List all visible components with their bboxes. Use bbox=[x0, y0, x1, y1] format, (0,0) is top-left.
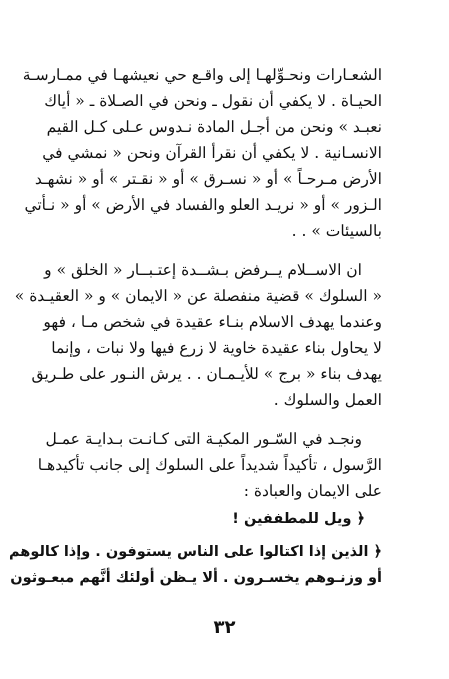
text-line: « السلوك » قضية منفصلة عن « الايمان » و « العقيـدة » bbox=[14, 287, 382, 305]
text-line: العمل والسلوك . bbox=[273, 391, 382, 409]
page-number: ٣٢ bbox=[213, 617, 236, 638]
verse-line: أو وزنـوهم يخسـرون . ألا يـظن أولئك أنَّهم مبعـوثون bbox=[10, 570, 382, 586]
text-line: ونجـد في السّـور المكيـة التى كـانـت بـدايـة عمـل bbox=[45, 430, 362, 448]
text-line: يهدف بناء « برج » للأيـمـان . . يرش النـور على طـريق bbox=[31, 365, 382, 383]
text-line: الـزور » أو « نريـد العلو والفساد في الأرض » أو « نـأتي bbox=[24, 196, 382, 214]
text-line: الشعـارات ونحـوِّلهـا إلى واقـع حي نعيشهـا في ممـارسـة bbox=[22, 66, 382, 84]
text-line: وعندما يهدف الاسلام بنـاء عقيدة في شخص مـا ، فهو bbox=[43, 313, 382, 331]
text-line: الحيـاة . لا يكفي أن نقول ـ ونحن في الصـلاة ـ « أياك bbox=[44, 92, 382, 110]
text-line: على الايمان والعبادة : bbox=[243, 482, 382, 500]
text-line: بالسيئات » . . bbox=[291, 222, 382, 240]
text-line: الرَّسول ، تأكيداً شديداً على السلوك إلى جانب تأكيدهـا bbox=[37, 456, 382, 474]
text-line: الانسـانية . لا يكفي أن نقرأ القرآن ونحن « نمشي في bbox=[42, 144, 382, 162]
verse-line: ﴿ الذين إذا اكتالوا على الناس يستوفون . وإذا كالوهم bbox=[8, 544, 382, 560]
text-line: نعبـد » ونحن من أجـل المادة نـدوس عـلى كـل القيم bbox=[46, 118, 382, 136]
text-line: لا يحاول بناء عقيدة خاوية لا زرع فيها ولا نبات ، وإنما bbox=[51, 339, 382, 357]
text-line: الأرض مـرحـاً » أو « نسـرق » أو « نقـتر » أو « نشهـد bbox=[34, 170, 382, 188]
verse-line: ﴿ ويل للمطففين ! bbox=[232, 511, 365, 527]
text-line: ان الاســلام يــرفض بـشــدة إعتـبــار « الخلق » و bbox=[44, 261, 362, 279]
